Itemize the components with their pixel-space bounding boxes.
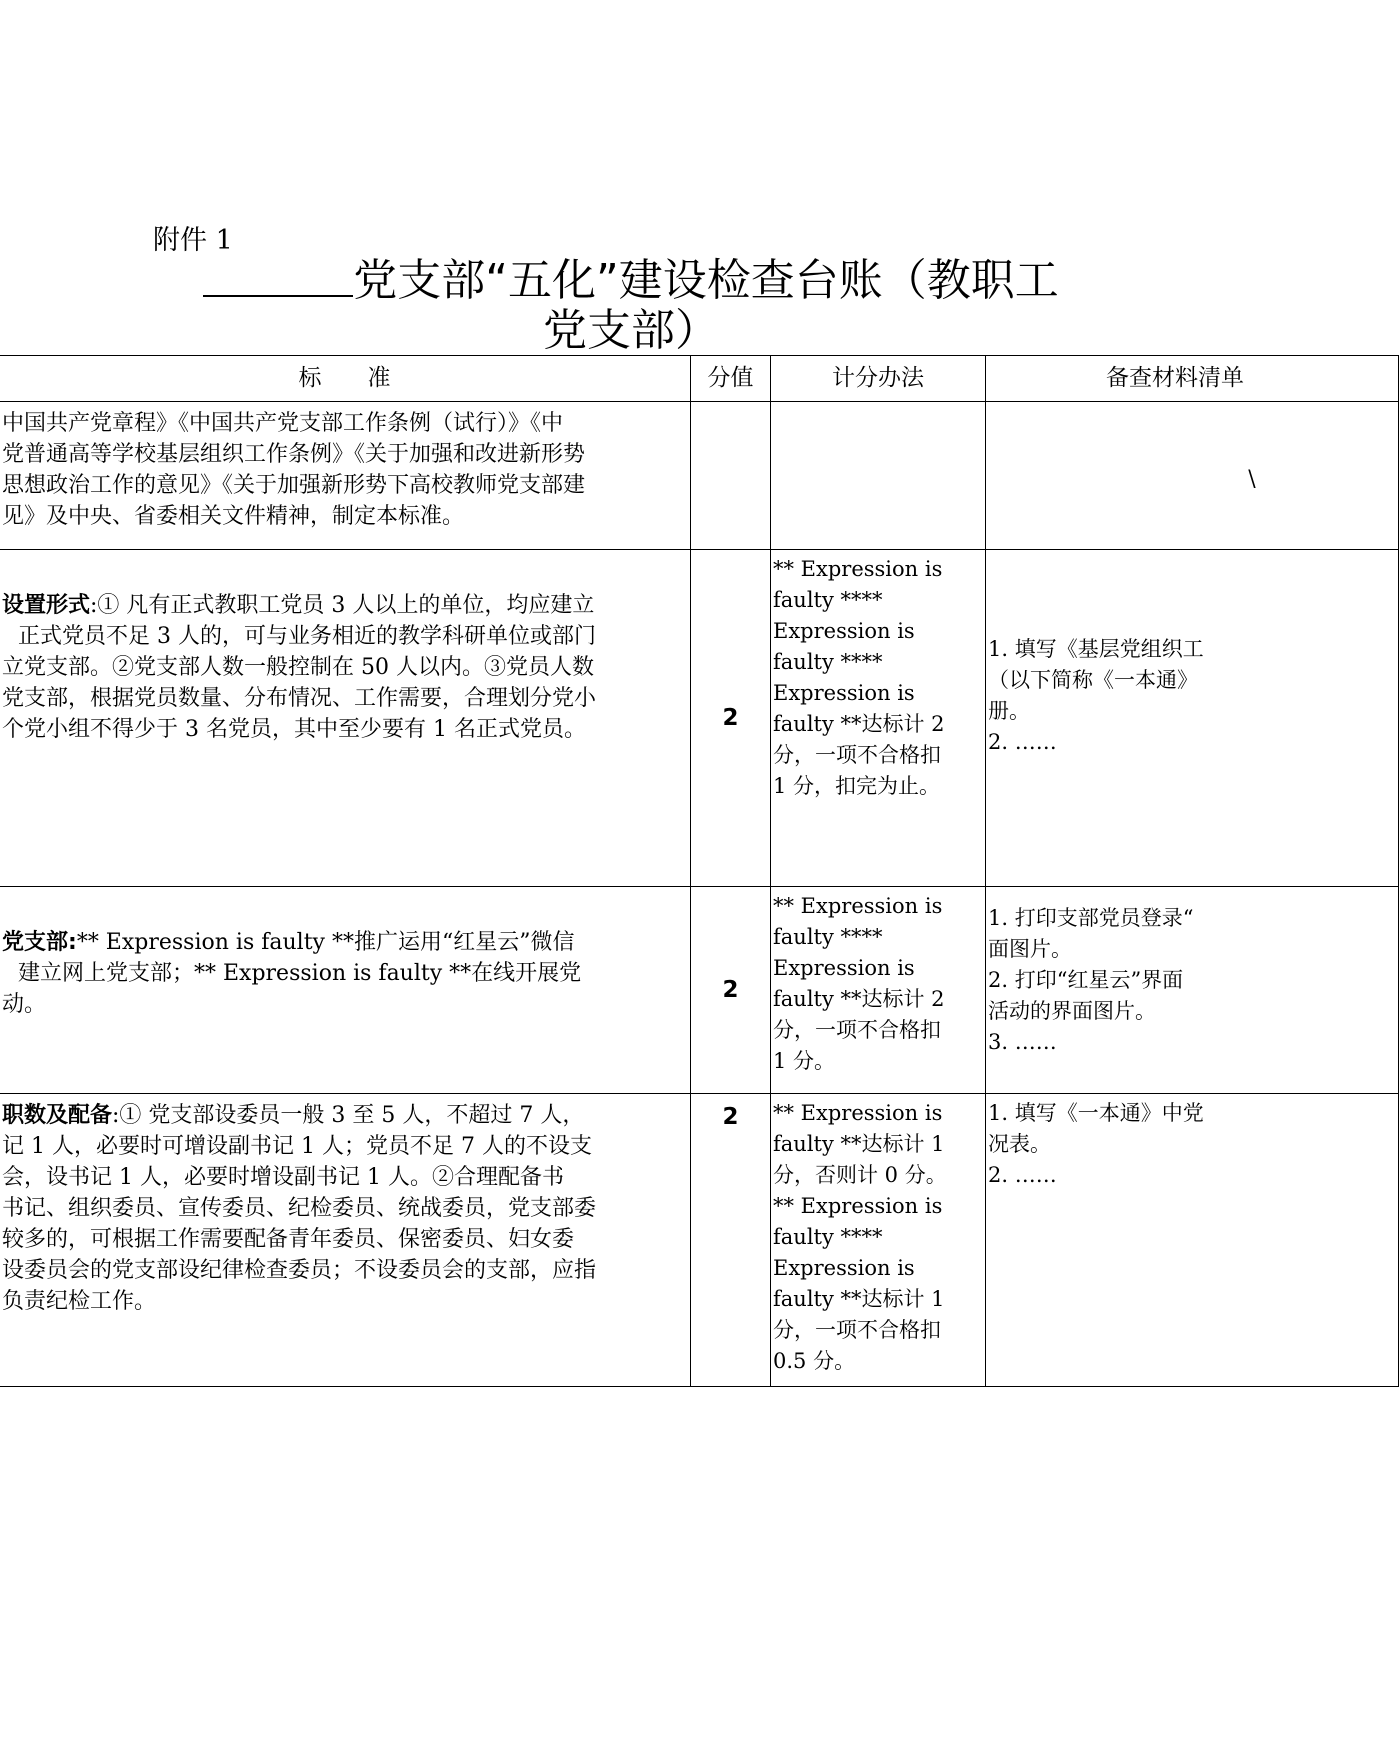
materials-line: 面图片。	[988, 937, 1072, 961]
method-line: ** Expression is	[773, 894, 943, 918]
method-line: ** Expression is	[773, 1101, 943, 1125]
method-line: Expression is	[773, 956, 915, 980]
materials-line: 活动的界面图片。	[988, 999, 1156, 1023]
standard-line: 记 1 人，必要时可增设副书记 1 人；党员不足 7 人的不设支	[2, 1134, 592, 1159]
standard-line: 党普通高等学校基层组织工作条例》《关于加强和改进新形势	[2, 442, 586, 467]
standard-line	[0, 590, 682, 621]
document-title	[156, 256, 1106, 356]
materials-cell	[986, 550, 1399, 887]
method-line: faulty ****	[773, 925, 883, 949]
materials-cell	[986, 887, 1399, 1094]
standard-first-line: ** Expression is faulty **推广运用“红星云”微信	[76, 930, 575, 955]
standard-line: 负责纪检工作。	[2, 1289, 157, 1314]
materials-line: 3. ……	[988, 1030, 1057, 1054]
standard-keyword: 职数及配备	[2, 1103, 113, 1128]
standard-cell	[0, 402, 691, 550]
standard-line: 会，设书记 1 人，必要时增设副书记 1 人。②合理配备书	[2, 1165, 564, 1190]
materials-line: 1. 打印支部党员登录“	[988, 906, 1194, 930]
standard-line: 个党小组不得少于 3 名党员，其中至少要有 1 名正式党员。	[2, 717, 586, 742]
method-cell	[771, 1094, 986, 1387]
header-method: 计分办法	[771, 356, 986, 402]
materials-line: 2. ……	[988, 1163, 1057, 1187]
table-row	[0, 550, 1399, 887]
materials-line: 2. 打印“红星云”界面	[988, 968, 1184, 992]
standard-line	[0, 1100, 682, 1131]
standard-line: 建立网上党支部；** Expression is faulty **在线开展党	[18, 961, 582, 986]
standard-keyword: 设置形式	[2, 593, 91, 618]
standard-cell	[0, 1094, 691, 1387]
standard-line: 较多的，可根据工作需要配备青年委员、保密委员、妇女委	[2, 1227, 575, 1252]
standard-line: 中国共产党章程》《中国共产党支部工作条例（试行）》《中	[2, 411, 564, 436]
method-line: 分，一项不合格扣	[773, 1018, 941, 1042]
materials-cell	[986, 1094, 1399, 1387]
method-line: Expression is	[773, 1256, 915, 1280]
table-header-row	[0, 356, 1399, 402]
standard-keyword: 党支部:	[2, 930, 77, 955]
materials-line: 况表。	[988, 1132, 1051, 1156]
method-line: 分，否则计 0 分。	[773, 1163, 947, 1187]
title-line-2: 党支部）	[543, 305, 719, 356]
method-line: 1 分，扣完为止。	[773, 774, 941, 798]
materials-line: （以下简称《一本通》	[988, 668, 1198, 692]
standard-line: 立党支部。②党支部人数一般控制在 50 人以内。③党员人数	[2, 655, 594, 680]
score-cell	[691, 402, 771, 550]
title-line-1	[156, 256, 1106, 306]
method-line: Expression is	[773, 619, 915, 643]
method-line: ** Expression is	[773, 557, 943, 581]
standard-cell	[0, 887, 691, 1094]
inspection-table-viewport	[0, 355, 1256, 1373]
method-line: faulty ****	[773, 650, 883, 674]
method-line: faulty **达标计 2	[773, 712, 945, 736]
standard-line	[0, 927, 682, 958]
method-cell	[771, 887, 986, 1094]
header-standard: 标 准	[0, 356, 691, 402]
method-line: 分，一项不合格扣	[773, 743, 941, 767]
method-line: faulty ****	[773, 588, 883, 612]
materials-line: 册。	[988, 699, 1030, 723]
standard-line: 思想政治工作的意见》《关于加强新形势下高校教师党支部建	[2, 473, 586, 498]
method-line: faulty **达标计 1	[773, 1287, 945, 1311]
materials-line: 1. 填写《基层党组织工	[988, 637, 1204, 661]
header-score: 分值	[691, 356, 771, 402]
standard-line: 见》及中央、省委相关文件精神，制定本标准。	[2, 504, 465, 529]
table-row	[0, 1094, 1399, 1387]
standard-line: 正式党员不足 3 人的，可与业务相近的教学科研单位或部门	[18, 624, 596, 649]
materials-cell	[986, 402, 1399, 550]
score-cell: 2	[691, 550, 771, 887]
method-line: 1 分。	[773, 1049, 836, 1073]
method-cell	[771, 402, 986, 550]
title-line-1-text: 党支部“五化”建设检查台账（教职工	[353, 255, 1059, 306]
header-materials: 备查材料清单	[986, 356, 1399, 402]
materials-placeholder: \	[1248, 467, 1256, 492]
standard-first-line: :① 党支部设委员一般 3 至 5 人，不超过 7 人，	[112, 1103, 585, 1128]
score-cell: 2	[691, 1094, 771, 1387]
method-line: Expression is	[773, 681, 915, 705]
method-line: faulty **达标计 1	[773, 1132, 945, 1156]
attachment-label: 附件 1	[153, 225, 233, 256]
table-row	[0, 887, 1399, 1094]
method-cell	[771, 550, 986, 887]
method-line: faulty ****	[773, 1225, 883, 1249]
table-row	[0, 402, 1399, 550]
standard-cell	[0, 550, 691, 887]
standard-first-line: :① 凡有正式教职工党员 3 人以上的单位，均应建立	[90, 593, 595, 618]
score-cell: 2	[691, 887, 771, 1094]
title-blank-underline	[203, 259, 353, 297]
standard-line: 书记、组织委员、宣传委员、纪检委员、统战委员，党支部委	[2, 1196, 597, 1221]
method-line: ** Expression is	[773, 1194, 943, 1218]
inspection-table	[0, 355, 1399, 1387]
standard-line: 设委员会的党支部设纪律检查委员；不设委员会的支部，应指	[2, 1258, 597, 1283]
method-line: 0.5 分。	[773, 1349, 856, 1373]
materials-line: 1. 填写《一本通》中党	[988, 1101, 1204, 1125]
standard-line: 党支部，根据党员数量、分布情况、工作需要，合理划分党小	[2, 686, 597, 711]
method-line: faulty **达标计 2	[773, 987, 945, 1011]
standard-line: 动。	[2, 992, 47, 1017]
materials-line: 2. ……	[988, 730, 1057, 754]
method-line: 分，一项不合格扣	[773, 1318, 941, 1342]
